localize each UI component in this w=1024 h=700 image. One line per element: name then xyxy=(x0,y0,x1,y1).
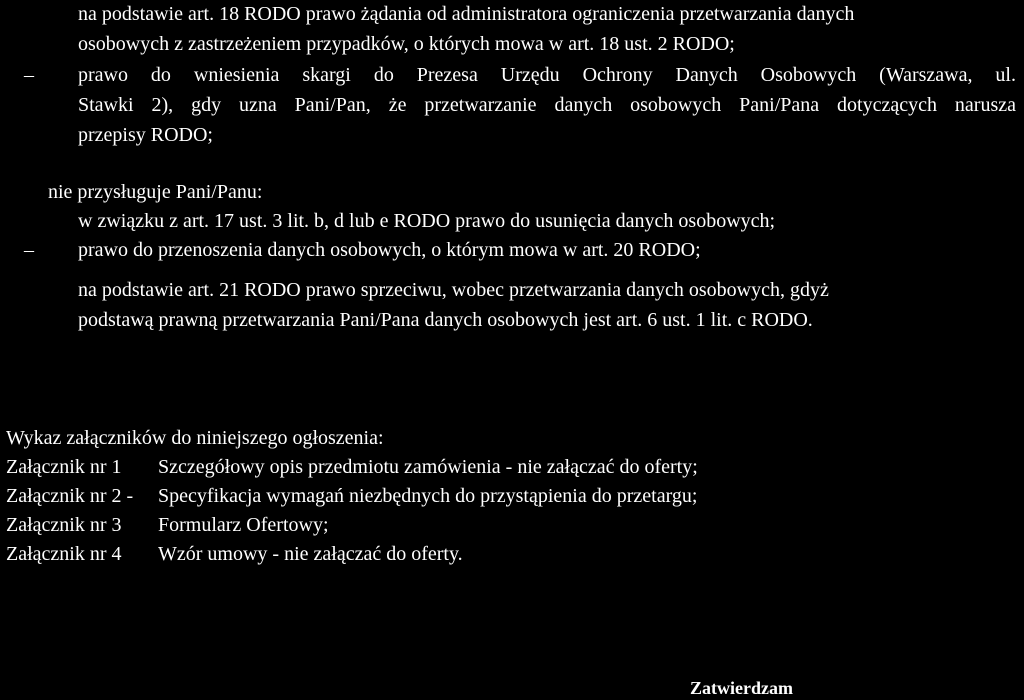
attachment-label: Załącznik nr 3 xyxy=(6,514,122,536)
rights-para1-line1-text: na podstawie art. 18 RODO prawo żądania od administratora ograniczenia przetwarzania danych xyxy=(78,3,855,25)
list-dash: – xyxy=(24,64,34,86)
attachment-text: Szczegółowy opis przedmiotu zamówienia - nie załączać do oferty; xyxy=(158,456,698,478)
approval-label: Zatwierdzam xyxy=(690,678,793,698)
not-entitled-item3-line1: na podstawie art. 21 RODO prawo sprzeciwu, wobec przetwarzania danych osobowych, gdyż xyxy=(78,279,829,301)
attachment-item-2 xyxy=(6,484,697,508)
not-entitled-heading: nie przysługuje Pani/Panu: xyxy=(48,181,263,203)
not-entitled-item2: prawo do przenoszenia danych osobowych, o którym mowa w art. 20 RODO; xyxy=(78,239,701,261)
attachment-item-3 xyxy=(6,513,329,537)
attachment-label: Załącznik nr 2 - xyxy=(6,485,134,507)
rights-para2-line1: prawo do wniesienia skargi do Prezesa Urzędu Ochrony Danych Osobowych (Warszawa, ul. xyxy=(78,64,1016,86)
attachment-label: Załącznik nr 1 xyxy=(6,456,122,478)
rights-para2-line2: Stawki 2), gdy uzna Pani/Pan, że przetwarzanie danych osobowych Pani/Pana dotyczących narusza xyxy=(78,94,1016,116)
list-dash: – xyxy=(24,239,34,261)
attachment-text: Specyfikacja wymagań niezbędnych do przystąpienia do przetargu; xyxy=(158,485,698,507)
attachment-item-1 xyxy=(6,455,698,479)
attachment-text: Formularz Ofertowy; xyxy=(158,514,329,536)
attachment-label: Załącznik nr 4 xyxy=(6,543,122,565)
rights-para1-line2: osobowych z zastrzeżeniem przypadków, o których mowa w art. 18 ust. 2 RODO; xyxy=(78,33,735,55)
rights-para2-line3: przepisy RODO; xyxy=(78,124,213,146)
rights-para1-line1 xyxy=(78,2,1016,26)
attachments-heading: Wykaz załączników do niniejszego ogłoszenia: xyxy=(6,427,384,449)
attachment-item-4 xyxy=(6,542,463,566)
attachment-text: Wzór umowy - nie załączać do oferty. xyxy=(158,543,463,565)
not-entitled-item1: w związku z art. 17 ust. 3 lit. b, d lub e RODO prawo do usunięcia danych osobowych; xyxy=(78,210,776,232)
not-entitled-item3-line2: podstawą prawną przetwarzania Pani/Pana danych osobowych jest art. 6 ust. 1 lit. c RODO. xyxy=(78,309,813,331)
